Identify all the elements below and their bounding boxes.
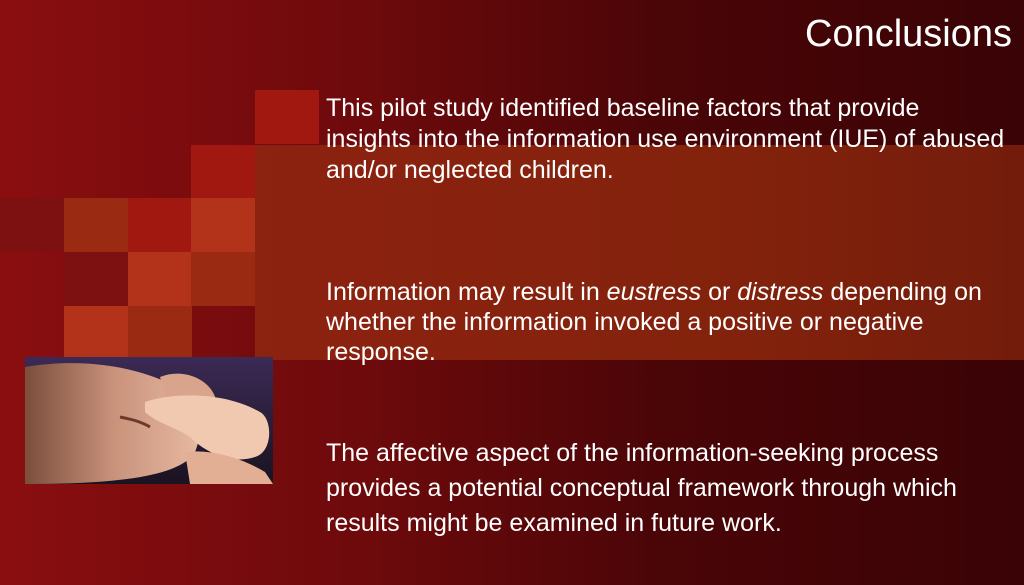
conclusion-paragraph-2: [326, 277, 1006, 367]
decor-square: [64, 306, 128, 360]
eustress-term: eustress: [606, 278, 702, 306]
paragraph-2-text-3: depending on whether the information invoked a positive or negative response.: [326, 278, 982, 366]
decor-square: [191, 252, 255, 306]
decor-square: [128, 198, 192, 252]
decor-square: [128, 306, 192, 360]
photo-illustration: [25, 357, 273, 484]
decor-square: [191, 145, 255, 199]
decor-square: [64, 252, 128, 306]
conclusion-paragraph-3: The affective aspect of the information-seeking process provides a potential conceptual framework through which results might be examined in future work.: [326, 439, 957, 537]
decor-square: [0, 198, 64, 252]
decor-square: [255, 90, 319, 144]
decor-square: [64, 198, 128, 252]
paragraph-2-text-2: or: [701, 278, 738, 306]
decor-square: [191, 198, 255, 252]
distress-term: distress: [737, 278, 824, 306]
slide-title: Conclusions: [805, 13, 1012, 55]
conclusion-paragraph-1: This pilot study identified baseline factors that provide insights into the information use environment (IUE) of abused and/or neglected children.: [326, 94, 1005, 184]
decor-square: [128, 252, 192, 306]
paragraph-2-text-1: Information may result in: [326, 278, 607, 306]
child-photo: [25, 357, 273, 484]
